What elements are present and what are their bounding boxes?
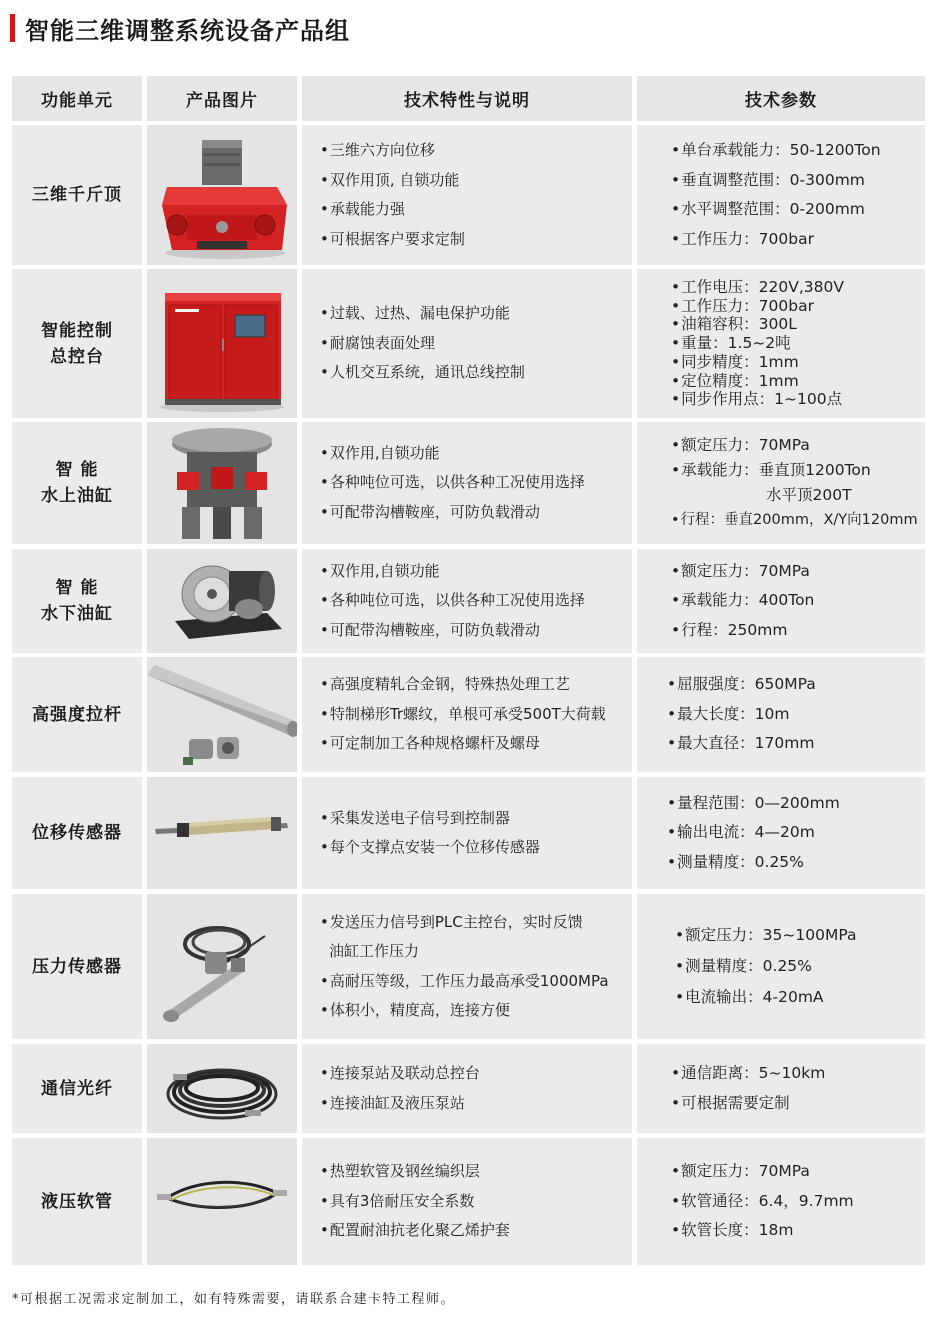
feature-item: • 热塑软管及钢丝编织层 — [320, 1157, 632, 1187]
unit-cell — [12, 1044, 142, 1133]
param-item: • 额定压力：70MPa — [671, 557, 925, 587]
unit-cell — [12, 422, 142, 544]
feature-item: • 连接油缸及液压泵站 — [320, 1089, 632, 1119]
param-item: • 额定压力：35~100MPa — [675, 920, 925, 951]
features-cell — [302, 125, 632, 265]
feature-item: • 高强度精轧合金钢，特殊热处理工艺 — [320, 670, 632, 700]
params-cell — [637, 1138, 925, 1265]
underwater-cylinder-image — [147, 549, 297, 653]
feature-item: • 每个支撑点安装一个位移传感器 — [320, 833, 632, 863]
param-item: • 行程：垂直200mm，X/Y向120mm — [671, 508, 925, 533]
unit-cell — [12, 894, 142, 1039]
features-cell — [302, 894, 632, 1039]
table-row — [12, 657, 925, 772]
param-item: • 同步精度：1mm — [671, 353, 925, 372]
feature-item: • 过载、过热、漏电保护功能 — [320, 299, 632, 329]
table-row — [12, 549, 925, 653]
param-item: • 工作电压：220V,380V — [671, 278, 925, 297]
param-item: • 垂直调整范围：0-300mm — [671, 166, 925, 196]
param-item: • 工作压力：700bar — [671, 225, 925, 255]
param-item: • 行程：250mm — [671, 616, 925, 646]
param-item: • 承载能力：垂直顶1200Ton — [671, 458, 925, 483]
param-item: • 额定压力：70MPa — [671, 433, 925, 458]
table-row — [12, 1044, 925, 1133]
product-image-tie-rod — [147, 657, 297, 772]
feature-item: • 可定制加工各种规格螺杆及螺母 — [320, 729, 632, 759]
unit-name: 智 能 — [55, 578, 99, 598]
page-title: 智能三维调整系统设备产品组 — [25, 16, 350, 45]
param-item: • 额定压力：70MPa — [671, 1157, 925, 1187]
param-item: • 软管长度：18m — [671, 1216, 925, 1246]
unit-name: 水上油缸 — [41, 486, 113, 506]
param-item: • 最大长度：10m — [667, 700, 925, 730]
feature-item: • 采集发送电子信号到控制器 — [320, 804, 632, 834]
hydraulic-hose-image — [147, 1138, 297, 1265]
param-item: • 电流输出：4-20mA — [675, 982, 925, 1013]
param-item: • 重量：1.5~2吨 — [671, 334, 925, 353]
unit-name: 水下油缸 — [41, 604, 113, 624]
features-cell — [302, 422, 632, 544]
unit-cell — [12, 549, 142, 653]
params-cell — [637, 657, 925, 772]
feature-item: • 可配带沟槽鞍座，可防负载滑动 — [320, 498, 632, 528]
features-cell — [302, 549, 632, 653]
feature-item: • 各种吨位可选，以供各种工况使用选择 — [320, 586, 632, 616]
param-item: 水平顶200T — [766, 486, 852, 504]
feature-item: • 人机交互系统，通讯总线控制 — [320, 358, 632, 388]
product-image-optical-fiber — [147, 1044, 297, 1133]
above-water-cylinder-image — [147, 422, 297, 544]
param-item: • 定位精度：1mm — [671, 372, 925, 391]
table-row — [12, 269, 925, 418]
params-cell — [637, 894, 925, 1039]
param-item: • 同步作用点：1~100点 — [671, 390, 925, 409]
feature-item: • 双作用,自锁功能 — [320, 439, 632, 469]
pressure-sensor-image — [147, 894, 297, 1039]
3d-jack-image — [147, 125, 297, 265]
table-row — [12, 777, 925, 889]
param-item: • 软管通径：6.4，9.7mm — [671, 1187, 925, 1217]
unit-name: 三维千斤顶 — [32, 185, 122, 205]
feature-item: • 承载能力强 — [320, 195, 632, 225]
product-image-underwater-cylinder — [147, 549, 297, 653]
header-unit: 功能单元 — [12, 76, 142, 121]
product-image-3d-jack — [147, 125, 297, 265]
table-row — [12, 894, 925, 1039]
param-item: • 量程范围：0—200mm — [667, 789, 925, 819]
header-params: 技术参数 — [637, 76, 925, 121]
product-image-hydraulic-hose — [147, 1138, 297, 1265]
param-item: • 水平调整范围：0-200mm — [671, 195, 925, 225]
feature-item: • 各种吨位可选，以供各种工况使用选择 — [320, 468, 632, 498]
param-item: • 工作压力：700bar — [671, 297, 925, 316]
param-item: • 油箱容积：300L — [671, 315, 925, 334]
feature-item: • 具有3倍耐压安全系数 — [320, 1187, 632, 1217]
unit-name: 智能控制 — [41, 320, 113, 341]
param-item: • 单台承载能力：50-1200Ton — [671, 136, 925, 166]
header-image: 产品图片 — [147, 76, 297, 121]
feature-item: 油缸工作压力 — [329, 942, 420, 960]
params-cell — [637, 777, 925, 889]
param-item: • 承载能力：400Ton — [671, 586, 925, 616]
product-image-above-water-cylinder — [147, 422, 297, 544]
unit-cell — [12, 125, 142, 265]
param-item: • 通信距离：5~10km — [671, 1059, 925, 1089]
unit-cell — [12, 269, 142, 418]
unit-cell — [12, 1138, 142, 1265]
header-features: 技术特性与说明 — [302, 76, 632, 121]
features-cell — [302, 777, 632, 889]
unit-name: 智 能 — [55, 460, 99, 480]
param-item: • 测量精度：0.25% — [667, 848, 925, 878]
features-cell — [302, 1044, 632, 1133]
unit-cell — [12, 657, 142, 772]
feature-item: • 连接泵站及联动总控台 — [320, 1059, 632, 1089]
features-cell — [302, 269, 632, 418]
unit-name: 通信光纤 — [41, 1078, 113, 1099]
table-row — [12, 1138, 925, 1265]
params-cell — [637, 269, 925, 418]
feature-item: • 双作用,自锁功能 — [320, 557, 632, 587]
feature-item: • 三维六方向位移 — [320, 136, 632, 166]
unit-cell — [12, 777, 142, 889]
param-item: • 测量精度：0.25% — [675, 951, 925, 982]
params-cell — [637, 549, 925, 653]
table-row — [12, 125, 925, 265]
param-item: • 最大直径：170mm — [667, 729, 925, 759]
footnote: *可根据工况需求定制加工，如有特殊需要，请联系合建卡特工程师。 — [12, 1292, 456, 1307]
feature-item: • 发送压力信号到PLC主控台，实时反馈 — [320, 908, 632, 938]
product-image-pressure-sensor — [147, 894, 297, 1039]
param-item: • 输出电流：4—20m — [667, 818, 925, 848]
feature-item: • 配置耐油抗老化聚乙烯护套 — [320, 1216, 632, 1246]
tie-rod-image — [147, 657, 297, 772]
param-item: • 屈服强度：650MPa — [667, 670, 925, 700]
title-accent-bar — [10, 14, 15, 42]
unit-name: 位移传感器 — [32, 823, 122, 843]
param-item: • 可根据需要定制 — [671, 1089, 925, 1119]
features-cell — [302, 1138, 632, 1265]
feature-item: • 可配带沟槽鞍座，可防负载滑动 — [320, 616, 632, 646]
feature-item: • 高耐压等级，工作压力最高承受1000MPa — [320, 967, 632, 997]
params-cell — [637, 125, 925, 265]
unit-name: 总控台 — [50, 346, 104, 367]
feature-item: • 体积小，精度高，连接方便 — [320, 996, 632, 1026]
table-header-row — [12, 76, 925, 121]
unit-name: 液压软管 — [41, 1191, 113, 1212]
unit-name: 高强度拉杆 — [32, 704, 122, 725]
control-console-image — [147, 269, 297, 418]
optical-fiber-image — [147, 1044, 297, 1133]
page-title-block — [10, 12, 350, 44]
feature-item: • 双作用顶, 自锁功能 — [320, 166, 632, 196]
unit-name: 压力传感器 — [32, 956, 122, 977]
features-cell — [302, 657, 632, 772]
product-image-control-console — [147, 269, 297, 418]
feature-item: • 可根据客户要求定制 — [320, 225, 632, 255]
displacement-sensor-image — [147, 777, 297, 889]
params-cell — [637, 1044, 925, 1133]
feature-item: • 特制梯形Tr螺纹，单根可承受500T大荷载 — [320, 700, 632, 730]
params-cell — [637, 422, 925, 544]
table-row — [12, 422, 925, 544]
feature-item: • 耐腐蚀表面处理 — [320, 329, 632, 359]
product-image-displacement-sensor — [147, 777, 297, 889]
